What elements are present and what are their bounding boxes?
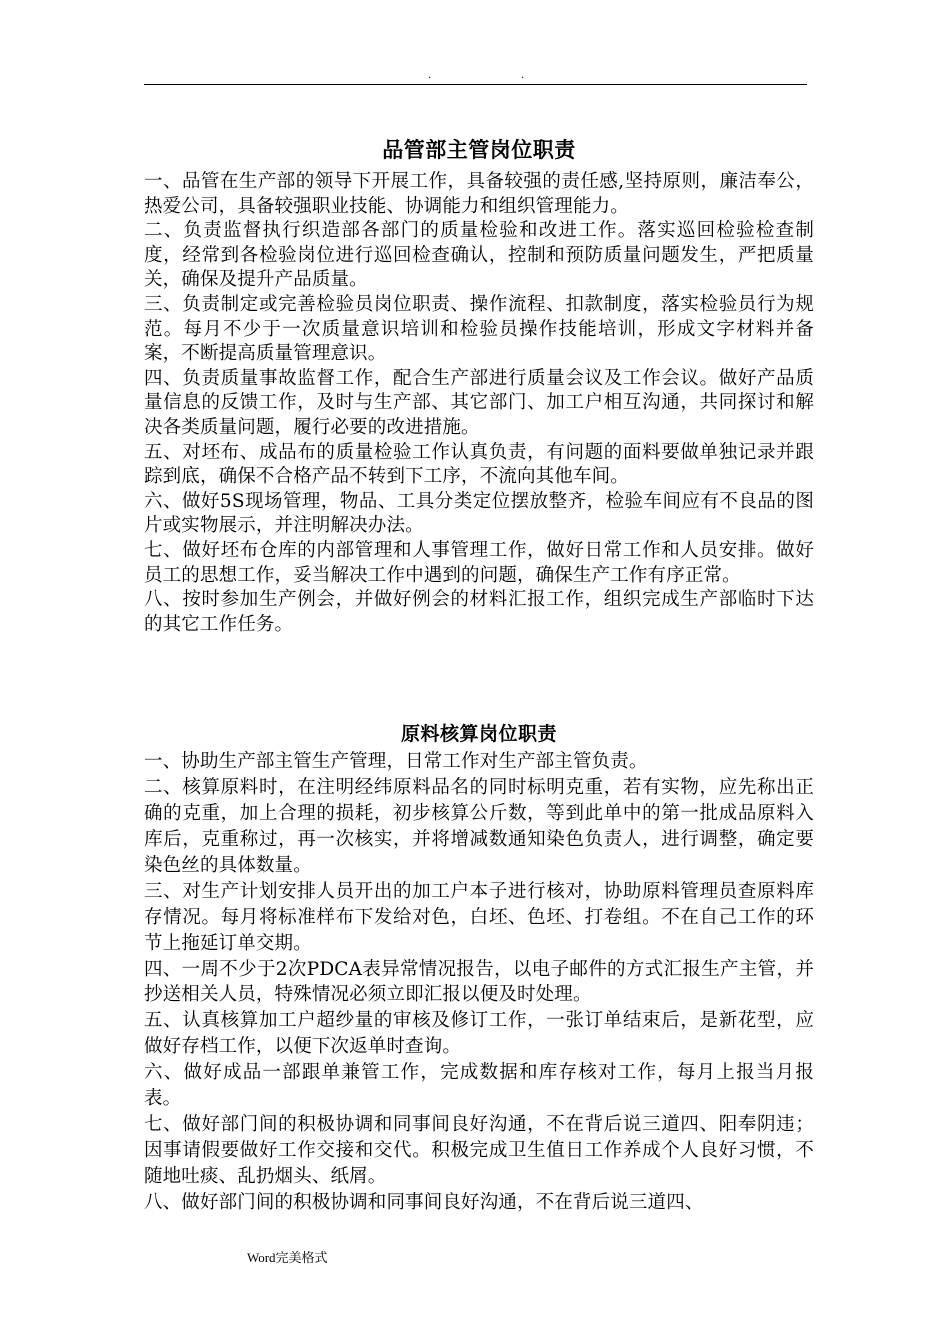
header-dot-left: . (428, 70, 432, 81)
header-rule (144, 84, 807, 85)
page-footer: Word完美格式 (247, 1250, 328, 1265)
paragraph: 七、做好部门间的积极协调和同事间良好沟通，不在背后说三道四、阳奉阴违；因事请假要做好工作交接和交代。积极完成卫生值日工作养成个人良好习惯，不随地吐痰、乱扔烟头、纸屑。 (144, 1113, 814, 1187)
paragraph: 四、负责质量事故监督工作，配合生产部进行质量会议及工作会议。做好产品质量信息的反馈工作，及时与生产部、其它部门、加工户相互沟通，共同探讨和解决各类质量问题，履行必要的改进措施。 (144, 367, 814, 438)
section-quality-supervisor (144, 130, 814, 637)
paragraph: 二、负责监督执行织造部各部门的质量检验和改进工作。落实巡回检验检查制度，经常到各检验岗位进行巡回检查确认，控制和预防质量问题发生，严把质量关，确保及提升产品质量。 (144, 220, 814, 291)
paragraph: 二、核算原料时，在注明经纬原料品名的同时标明克重，若有实物，应先称出正确的克重，加上合理的损耗，初步核算公斤数，等到此单中的第一批成品原料入库后，克重称过，再一次核实，并将增减数通知染色负责人，进行调整，确定要染色丝的具体数量。 (144, 777, 814, 876)
paragraph: 五、认真核算加工户超纱量的审核及修订工作，一张订单结束后，是新花型，应做好存档工作，以便下次返单时查询。 (144, 1010, 814, 1058)
section-title: 品管部主管岗位职责 (382, 137, 576, 162)
paragraph: 一、协助生产部主管生产管理，日常工作对生产部主管负责。 (144, 751, 648, 773)
paragraph: 八、按时参加生产例会，并做好例会的材料汇报工作，组织完成生产部临时下达的其它工作任务。 (144, 589, 814, 635)
paragraph: 八、做好部门间的积极协调和同事间良好沟通，不在背后说三道四、 (144, 1191, 704, 1213)
paragraph: 六、做好成品一部跟单兼管工作，完成数据和库存核对工作，每月上报当月报表。 (144, 1062, 814, 1110)
section-material-accounting (144, 719, 814, 1215)
paragraph: 六、做好5S现场管理，物品、工具分类定位摆放整齐，检验车间应有不良品的图片或实物展示，并注明解决办法。 (144, 490, 814, 537)
paragraph: 七、做好坯布仓库的内部管理和人事管理工作，做好日常工作和人员安排。做好员工的思想工作，妥当解决工作中遇到的问题，确保生产工作有序正常。 (144, 539, 814, 586)
paragraph: 一、品管在生产部的领导下开展工作，具备较强的责任感,坚持原则，廉洁奉公，热爱公司，具备较强职业技能、协调能力和组织管理能力。 (144, 171, 814, 217)
page-header (0, 70, 950, 84)
document-body (144, 130, 814, 1216)
paragraph: 五、对坯布、成品布的质量检验工作认真负责，有问题的面料要做单独记录并跟踪到底，确保不合格产品不转到下工序，不流向其他车间。 (144, 441, 814, 488)
paragraph: 三、对生产计划安排人员开出的加工户本子进行核对，协助原料管理员查原料库存情况。每月将标准样布下发给对色，白坯、色坯、打卷组。不在自己工作的环节上拖延订单交期。 (144, 880, 814, 954)
paragraph: 三、负责制定或完善检验员岗位职责、操作流程、扣款制度，落实检验员行为规范。每月不少于一次质量意识培训和检验员操作技能培训，形成文字材料并备案，不断提高质量管理意识。 (144, 293, 814, 365)
section-title: 原料核算岗位职责 (400, 723, 557, 746)
header-dot-right: . (521, 70, 525, 81)
paragraph: 四、一周不少于2次PDCA表异常情况报告，以电子邮件的方式汇报生产主管，并抄送相关人员，特殊情况必须立即汇报以便及时处理。 (144, 958, 814, 1006)
